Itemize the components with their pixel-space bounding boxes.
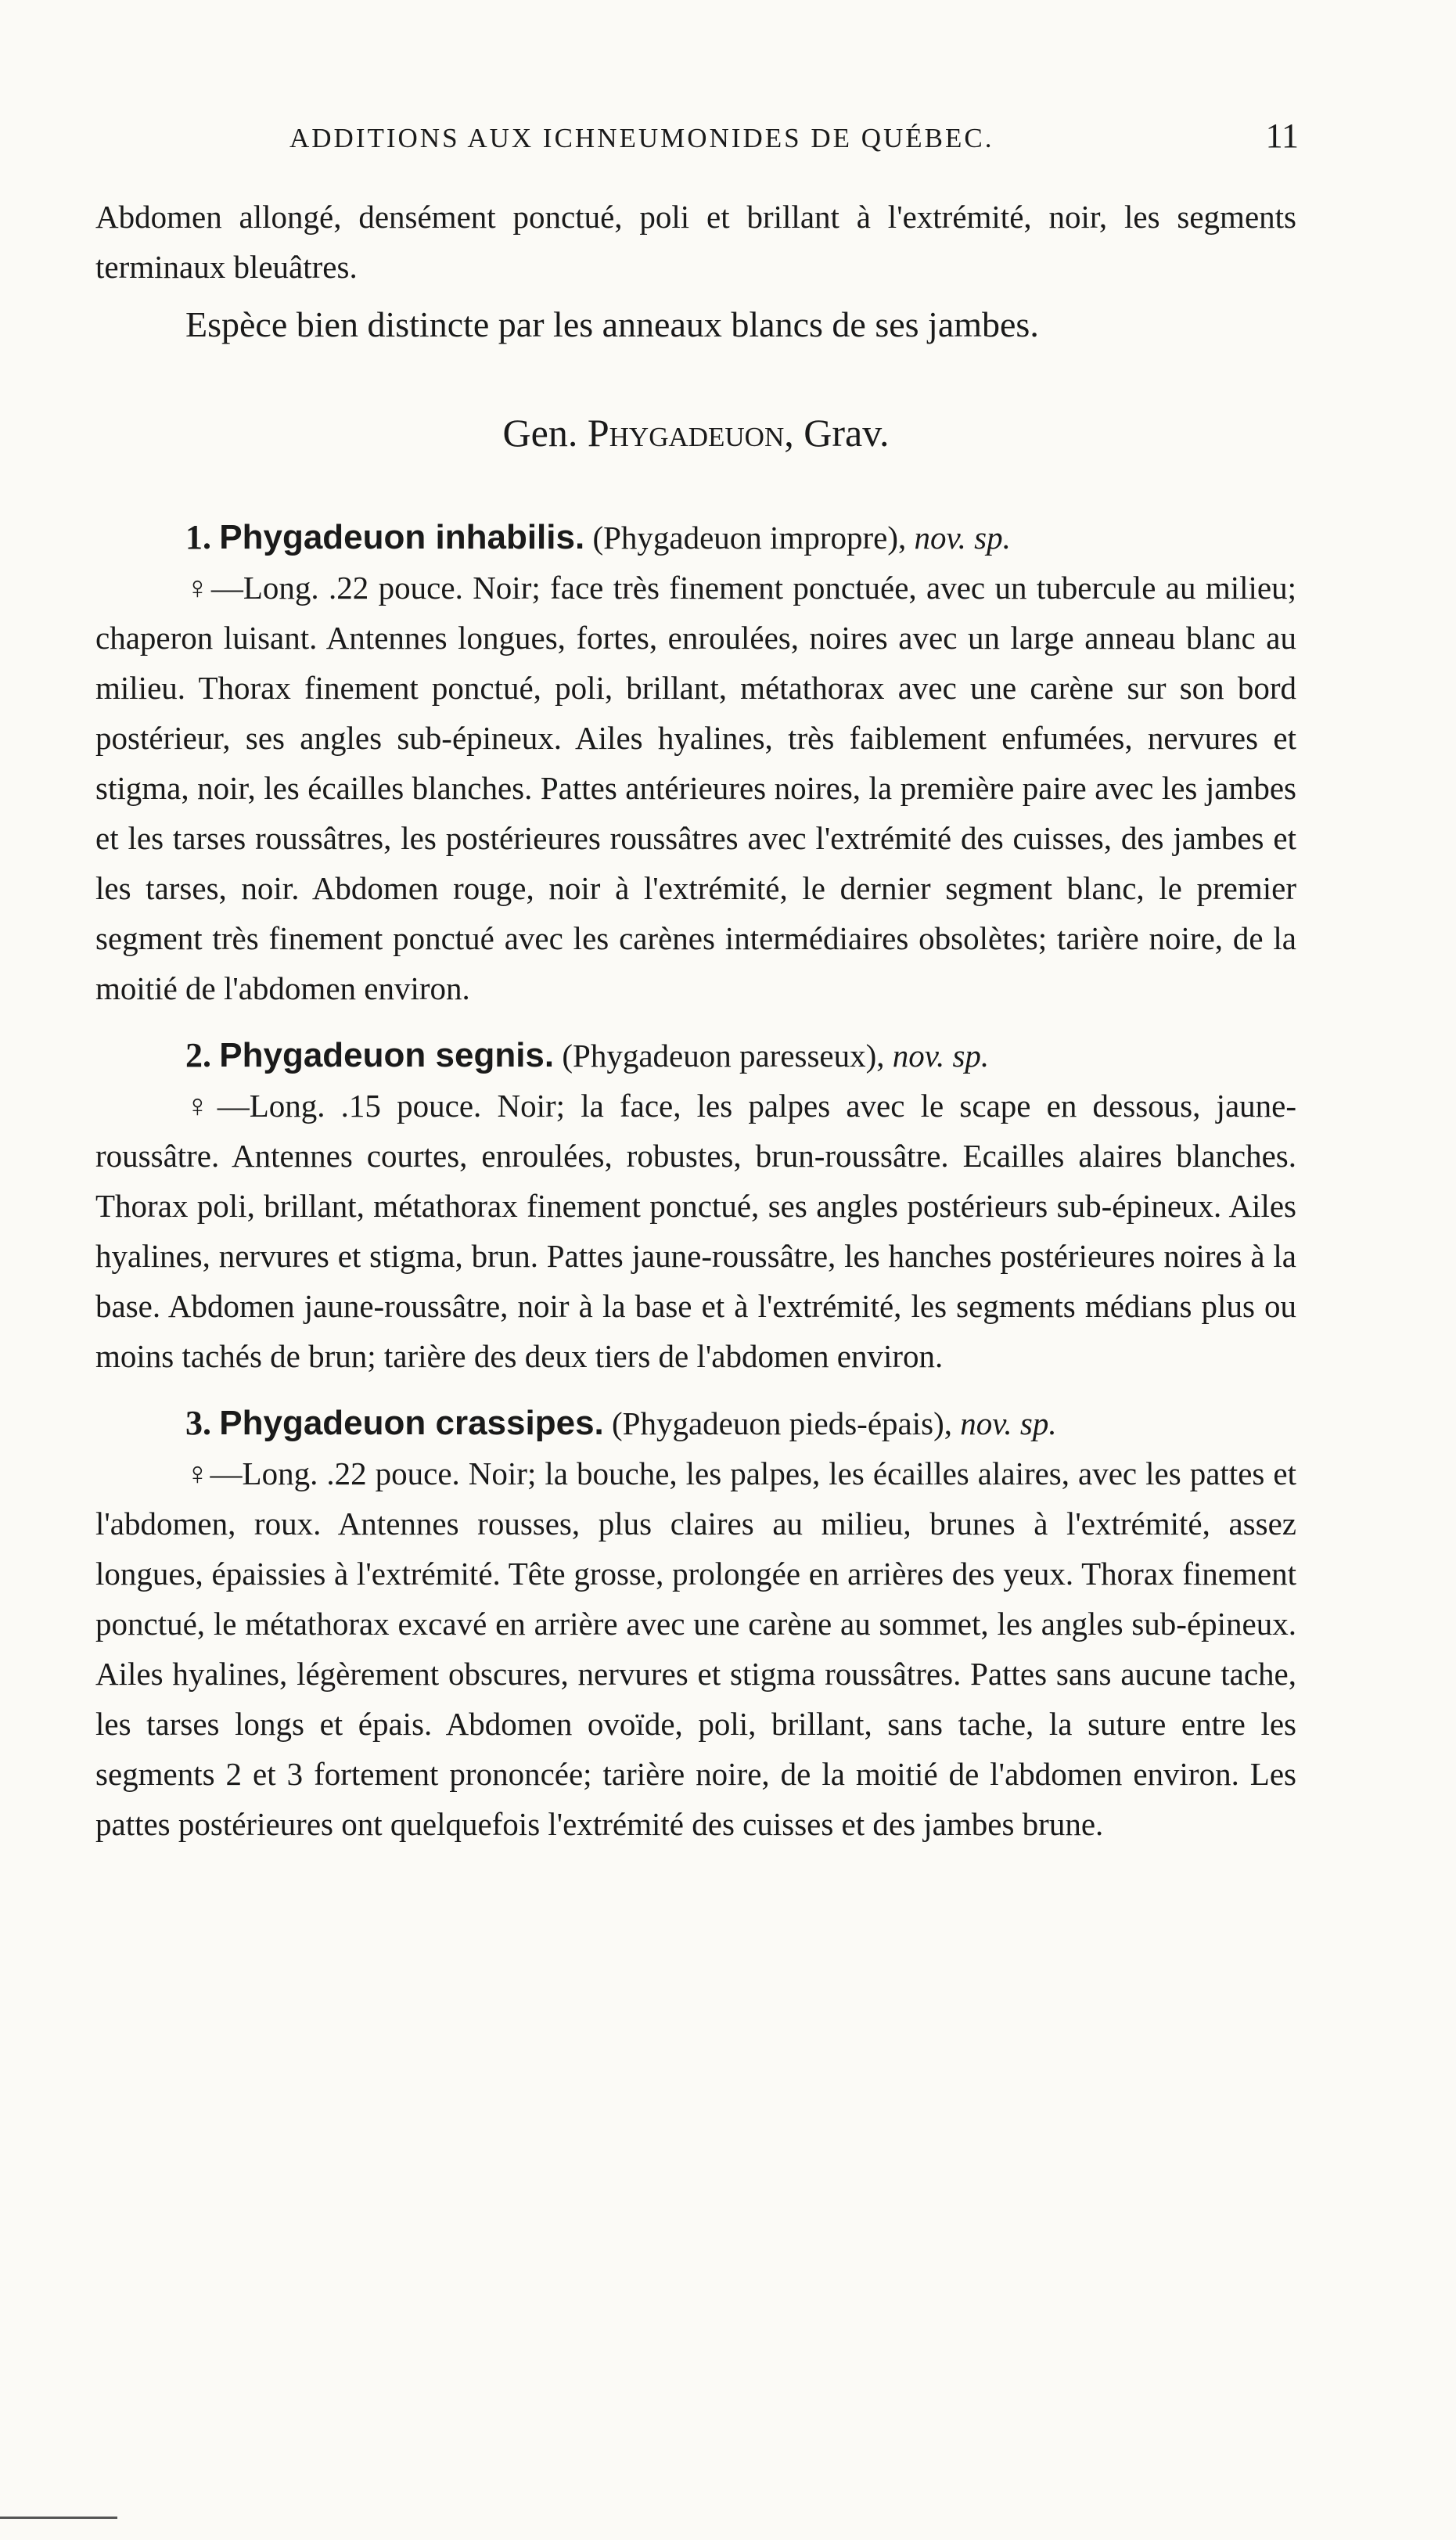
species-heading — [95, 1398, 1296, 1448]
species-name: Phygadeuon segnis. — [219, 1036, 555, 1074]
page-number: 11 — [1265, 117, 1299, 155]
genus-name: Phygadeuon, — [587, 411, 794, 455]
genus-prefix: Gen. — [502, 411, 578, 455]
species-entry-1 — [95, 513, 1296, 1013]
species-nov-sp: nov. sp. — [960, 1405, 1057, 1441]
species-description: ♀—Long. .15 pouce. Noir; la face, les palpes avec le scape en dessous, jaune-roussâtre. Antennes courtes, enroulées, robustes, brun-roussâtre. Ecailles alaires blanches. Thorax poli, brillant, métathorax finement ponctué, ses angles postérieurs sub-épineux. Ailes hyalines, nervures et stigma, brun. Pattes jaune-roussâtre, les hanches postérieures noires à la base. Abdomen jaune-roussâtre, noir à la base et à l'extrémité, les segments médians plus ou moins tachés de brun; tarière des deux tiers de l'abdomen environ. — [95, 1088, 1296, 1374]
species-heading — [95, 1031, 1296, 1081]
species-heading — [95, 513, 1296, 563]
species-number: 2. — [185, 1036, 211, 1074]
species-common-name: (Phygadeuon paresseux), — [562, 1038, 885, 1074]
bottom-rule — [0, 2517, 117, 2519]
intro-paragraph-distinct: Espèce bien distincte par les anneaux blancs de ses jambes. — [185, 304, 1039, 344]
species-nov-sp: nov. sp. — [914, 520, 1011, 556]
running-title: ADDITIONS AUX ICHNEUMONIDES DE QUÉBEC. — [289, 123, 994, 153]
species-name: Phygadeuon inhabilis. — [219, 518, 585, 556]
body-text — [95, 192, 1296, 1849]
genus-author: Grav. — [803, 411, 890, 455]
running-head — [289, 116, 1299, 156]
species-common-name: (Phygadeuon pieds-épais), — [612, 1405, 952, 1441]
species-common-name: (Phygadeuon impropre), — [592, 520, 907, 556]
species-number: 3. — [185, 1404, 211, 1442]
intro-paragraph-abdomen: Abdomen allongé, densément ponctué, poli et brillant à l'extrémité, noir, les segments terminaux bleuâtres. — [95, 199, 1296, 285]
species-name: Phygadeuon crassipes. — [219, 1404, 604, 1442]
species-description: ♀—Long. .22 pouce. Noir; face très finement ponctuée, avec un tubercule au milieu; chaperon luisant. Antennes longues, fortes, enroulées, noires avec un large anneau blanc au milieu. Thorax finement ponctué, poli, brillant, métathorax avec une carène sur son bord postérieur, ses angles sub-épineux. Ailes hyalines, très faiblement enfumées, nervures et stigma, noir, les écailles blanches. Pattes antérieures noires, la première paire avec les jambes et les tarses roussâtres, les postérieures roussâtres avec l'extrémité des cuisses, des jambes et les tarses, noir. Abdomen rouge, noir à l'extrémité, le dernier segment blanc, le premier segment très finement ponctué avec les carènes intermédiaires obsolètes; tarière noire, de la moitié de l'abdomen environ. — [95, 570, 1296, 1006]
species-description: ♀—Long. .22 pouce. Noir; la bouche, les palpes, les écailles alaires, avec les pattes et l'abdomen, roux. Antennes rousses, plus claires au milieu, brunes à l'extrémité, assez longues, épaissies à l'extrémité. Tête grosse, prolongée en arrières des yeux. Thorax finement ponctué, le métathorax excavé en arrière avec une carène au sommet, les angles sub-épineux. Ailes hyalines, légèrement obscures, nervures et stigma roussâtres. Pattes sans aucune tache, les tarses longs et épais. Abdomen ovoïde, poli, brillant, sans tache, la suture entre les segments 2 et 3 fortement prononcée; tarière noire, de la moitié de l'abdomen environ. Les pattes postérieures ont quelquefois l'extrémité des cuisses et des jambes brune. — [95, 1455, 1296, 1842]
genus-heading — [95, 408, 1296, 458]
species-number: 1. — [185, 518, 211, 556]
species-nov-sp: nov. sp. — [892, 1038, 990, 1074]
species-entry-2 — [95, 1031, 1296, 1381]
species-entry-3 — [95, 1398, 1296, 1849]
